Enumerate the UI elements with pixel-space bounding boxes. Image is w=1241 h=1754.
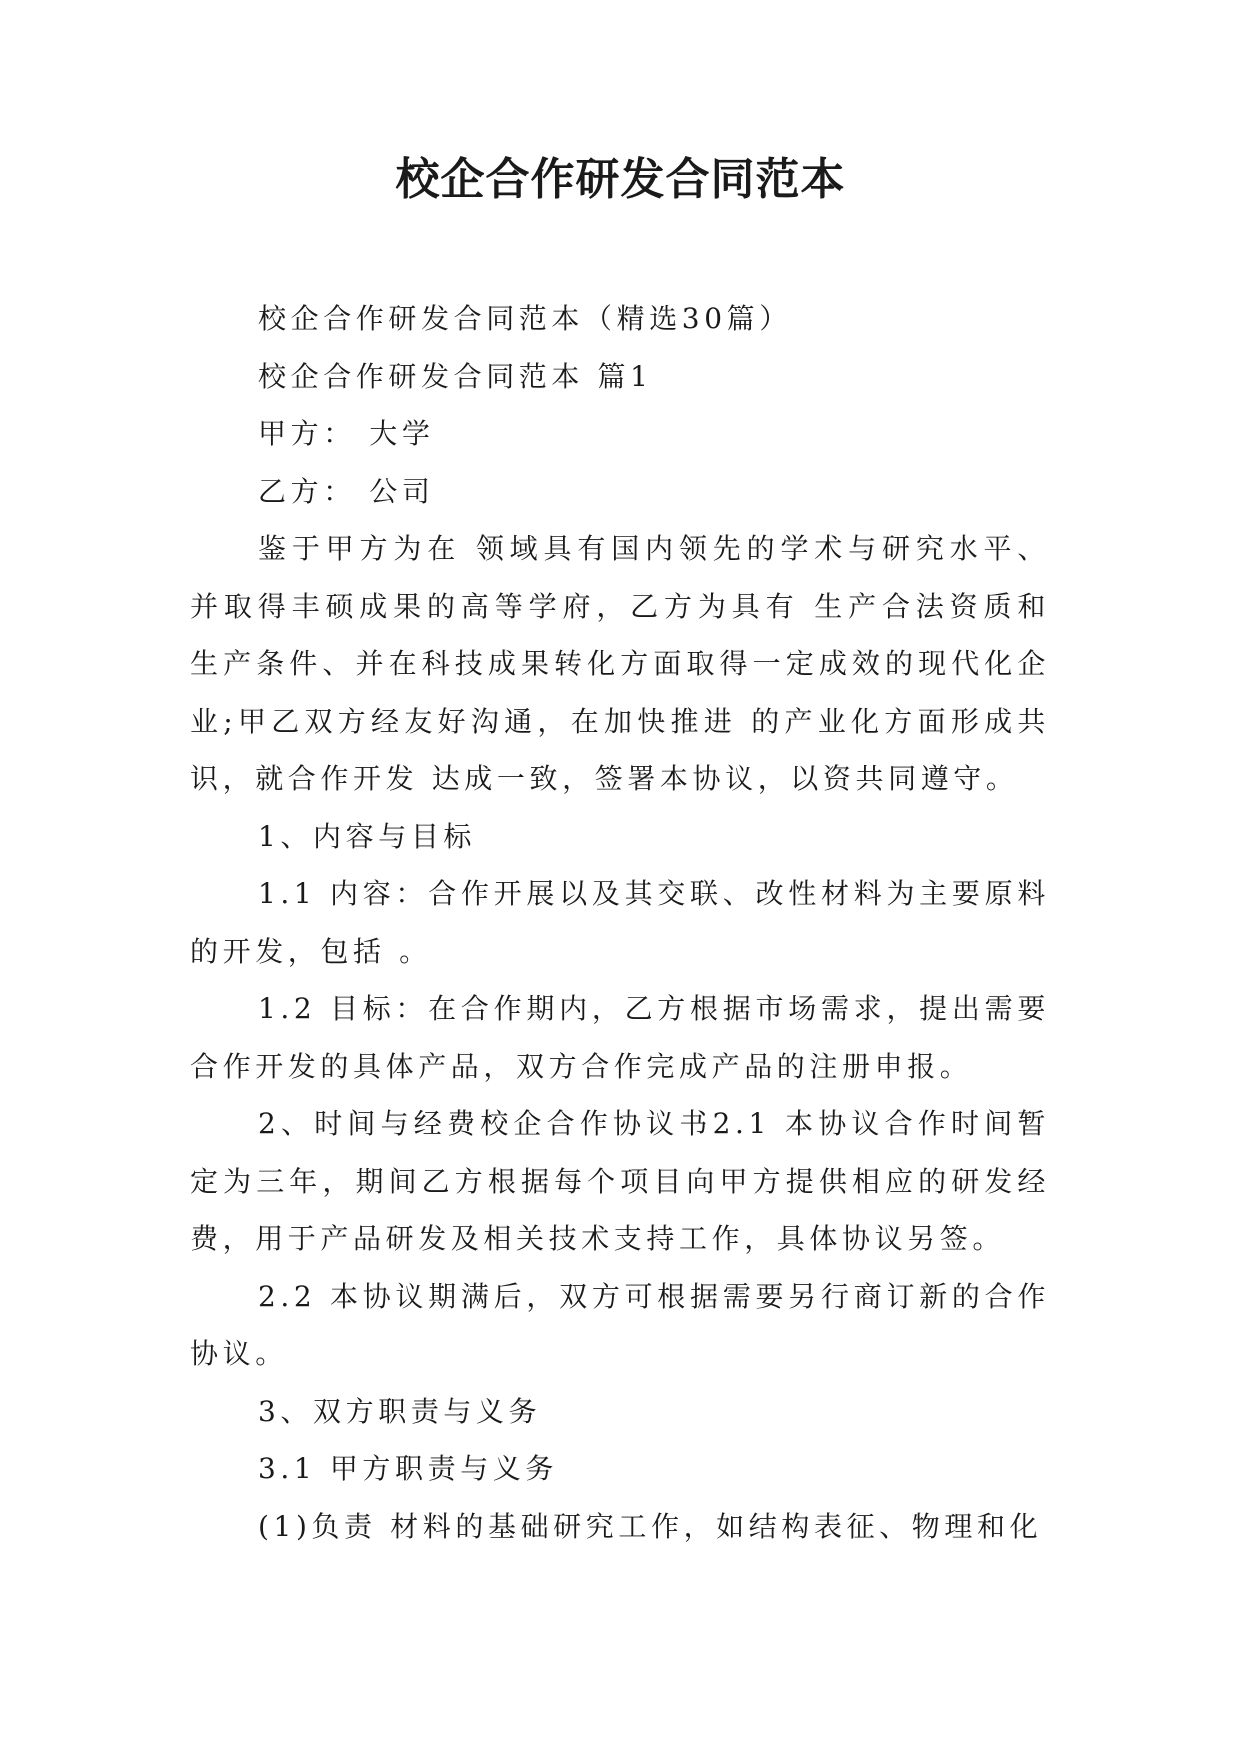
clause-paragraph: 2、时间与经费校企合作协议书2.1 本协议合作时间暂定为三年，期间乙方根据每个项目向甲方提供相应的研发经费，用于产品研发及相关技术支持工作，具体协议另签。: [190, 1107, 1050, 1255]
document-body: [190, 290, 1050, 1555]
clause-paragraph: 1.2 目标：在合作期内，乙方根据市场需求，提出需要合作开发的具体产品，双方合作完成产品的注册申报。: [190, 992, 1050, 1083]
clause-paragraph: (1)负责 材料的基础研究工作，如结构表征、物理和化: [258, 1509, 1043, 1543]
preamble-paragraph: 鉴于甲方为在 领域具有国内领先的学术与研究水平、并取得丰硕成果的高等学府，乙方为具有 生产合法资质和生产条件、并在科技成果转化方面取得一定成效的现代化企业;甲乙双方经友好沟通，在加快推进 的产业化方面形成共识，就合作开发 达成一致，签署本协议，以资共同遵守。: [190, 532, 1050, 795]
subtitle-paragraph: 校企合作研发合同范本（精选30篇）: [258, 302, 792, 335]
clause-heading: 3.1 甲方职责与义务: [258, 1452, 559, 1485]
document-title: 校企合作研发合同范本: [395, 154, 846, 205]
clause-paragraph: 1.1 内容：合作开展以及其交联、改性材料为主要原料的开发，包括 。: [190, 877, 1050, 968]
section-heading-paragraph: 校企合作研发合同范本 篇1: [258, 359, 653, 393]
party-b-line: 乙方： 公司: [258, 474, 435, 508]
clause-paragraph: 2.2 本协议期满后，双方可根据需要另行商订新的合作协议。: [190, 1279, 1050, 1370]
clause-heading: 1、内容与目标: [258, 819, 477, 853]
clause-heading: 3、双方职责与义务: [258, 1394, 542, 1428]
party-a-line: 甲方： 大学: [258, 417, 435, 450]
